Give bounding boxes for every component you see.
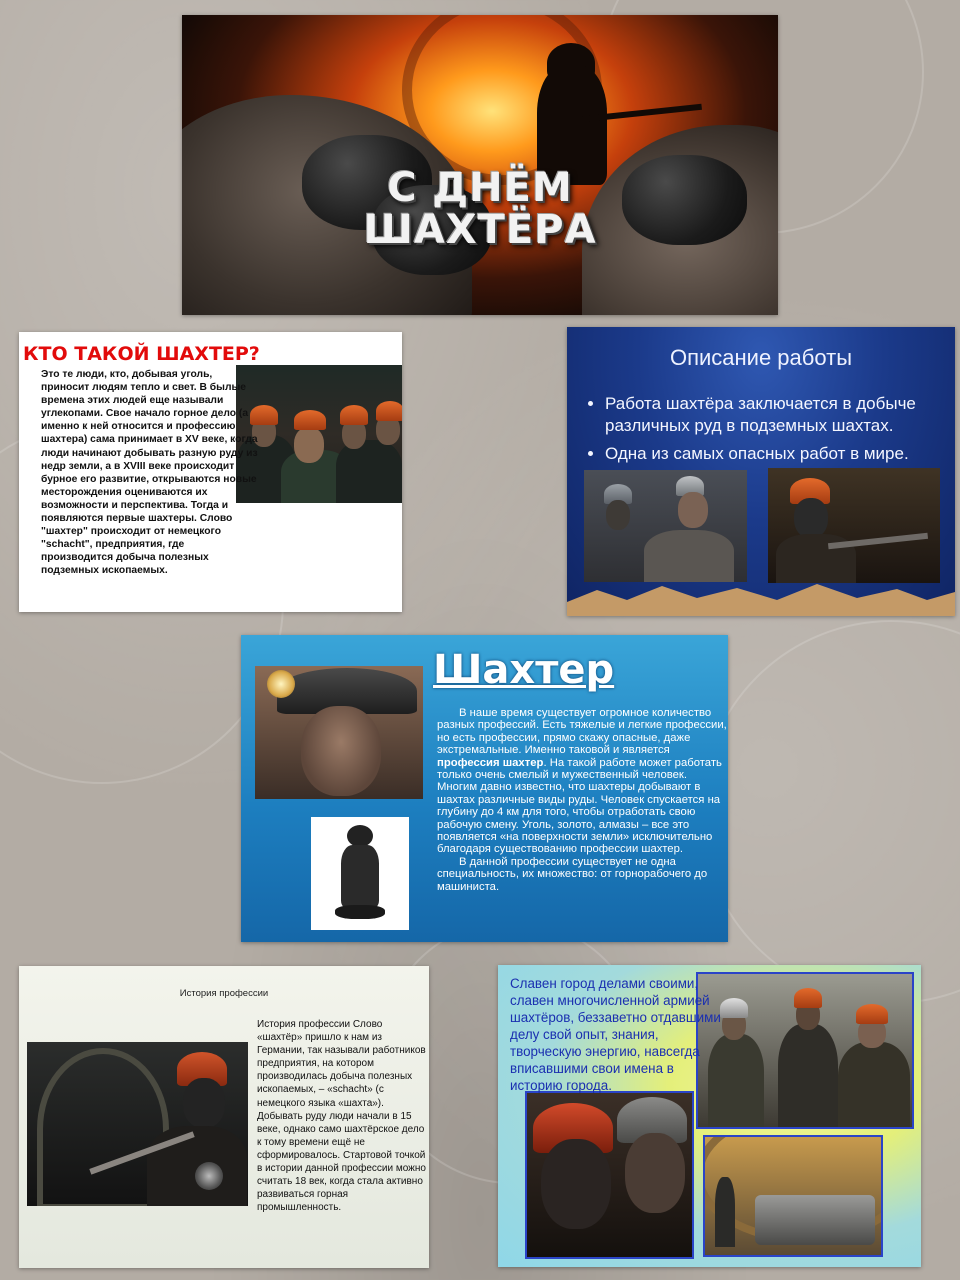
- description-bullet: • Одна из самых опасных работ в мире.: [605, 443, 945, 465]
- miner-tunnel-photo: [27, 1042, 248, 1206]
- who-slide-text: Это те люди, кто, добывая уголь, приносит людям тепло и свет. В былые времена этих людей еще называли углекопами. Свое начало горное дело (а именно к ней относится и профессию шахтера) сама принимает в XV веке, когда люди начинают добывать разную руду из недр земли, а в XVIII веке происходит бурное его развитие, открываются новые месторождения оцениваются их возможности и перспектива. Тогда и появляются первые шахтеры. Слово "шахтер" происходит от немецкого "schacht", предприятия, где производится добыча полезных подземных ископаемых.: [41, 369, 258, 577]
- statue-figure: [341, 845, 379, 907]
- photo-figure: [778, 1024, 838, 1127]
- who-slide-title: КТО ТАКОЙ ШАХТЕР?: [23, 343, 260, 365]
- photo-face: [625, 1133, 685, 1213]
- banner-title: [182, 167, 778, 251]
- history-slide: [19, 966, 429, 1268]
- photo-figure: [147, 1126, 247, 1206]
- photo-face: [301, 706, 381, 796]
- photo-figure: [715, 1177, 735, 1247]
- photo-face: [541, 1139, 611, 1229]
- miner-paragraph-1-end: . На такой работе может работать только очень смелый и мужественный человек. Многим давно известно, что шахтеры добывают в шахтах различные виды руды. Человек спускается на глубину до 4 км для того, чтобы отработать свою рабочую смену. Уголь, золото, алмазы – все это появляется «на поверхности земли» исключительно благодаря существованию профессии шахтер.: [437, 756, 722, 856]
- banner-title-line2: ШАХТЁРА: [363, 207, 597, 253]
- miner-slide-title: Шахтер: [433, 647, 615, 693]
- miner-with-drill-photo: [768, 468, 940, 583]
- description-bullet: • Работа шахтёра заключается в добыче различных руд в подземных шахтах.: [605, 393, 945, 437]
- background-swirl: [700, 620, 960, 1004]
- drill-graphic: [828, 533, 928, 549]
- miner-profession-slide: [241, 635, 728, 942]
- miner-paragraph-1-start: В наше время существует огромное количество разных профессий. Есть тяжелые и легкие профессии, но есть профессии, прямо скажу опасные, даже экстремальные. Именно таковой и является: [437, 707, 727, 757]
- miner-slide-text: [437, 707, 727, 893]
- photo-figure: [336, 440, 402, 503]
- history-slide-title: История профессии: [179, 988, 269, 999]
- helmet-icon: [856, 1004, 888, 1024]
- headlamp-icon: [267, 670, 295, 698]
- miner-paragraph-1-bold: профессия шахтер: [437, 756, 544, 769]
- description-bullet-list: [589, 393, 945, 471]
- description-slide-title: Описание работы: [669, 345, 853, 370]
- history-slide-text: История профессии Слово «шахтёр» пришло к нам из Германии, так называли работников предприятия, на котором производилась добыча полезных ископаемых, – «schacht» (с немецкого языка «шахта»). Добывать руду люди начали в 15 веке, однако само шахтёрское дело к тому времени ещё не сформировалось. Стартовой точкой в истории данной профессии можно считать 18 век, когда стала активно развиваться горная промышленность.: [257, 1019, 426, 1214]
- helmet-icon: [340, 405, 368, 425]
- glory-slide-text: Славен город делами своими, славен многочисленной армией шахтёров, беззаветно отдавшими делу свой опыт, знания, творческую энергию, навсегда вписавшими свои имена в историю города.: [510, 976, 721, 1093]
- mountain-silhouette: [567, 580, 955, 616]
- mine-cart-photo: [703, 1135, 883, 1257]
- miner-paragraph-1: [437, 707, 727, 856]
- photo-face: [183, 1078, 225, 1128]
- photo-face: [606, 500, 630, 530]
- mine-cart: [755, 1195, 875, 1245]
- photo-face: [294, 427, 324, 463]
- miners-working-photo: [584, 470, 747, 582]
- helmet-icon: [294, 410, 326, 430]
- who-is-miner-slide: [19, 332, 402, 612]
- miner-paragraph-2: В данной профессии существует не одна специальность, их множество: от горнорабочего до машиниста.: [437, 855, 708, 893]
- photo-face: [678, 492, 708, 528]
- miners-group-photo: [236, 365, 402, 503]
- respirator-icon: [195, 1162, 223, 1190]
- photo-figure: [644, 530, 734, 582]
- banner-slide: [182, 15, 778, 315]
- miners-closeup-photo: [525, 1091, 694, 1259]
- helmet-icon: [376, 401, 402, 421]
- helmet-icon: [794, 988, 822, 1008]
- photo-figure: [838, 1042, 910, 1127]
- statue-figure: [347, 825, 373, 847]
- statue-base: [335, 905, 385, 919]
- job-description-slide: [567, 327, 955, 616]
- banner-title-line1: С ДНЁМ: [387, 165, 573, 211]
- miner-portrait-photo: [255, 666, 423, 799]
- miner-statue-photo: [311, 817, 409, 930]
- photo-face: [794, 498, 828, 538]
- city-glory-slide: [498, 965, 921, 1267]
